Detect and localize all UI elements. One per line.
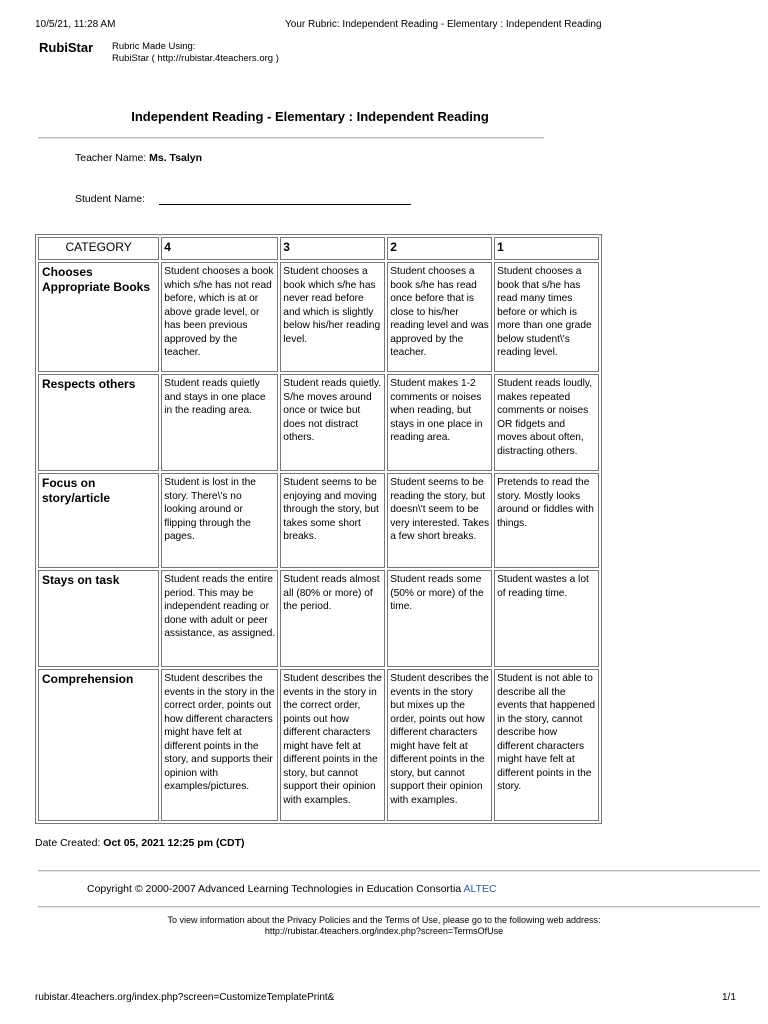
table-row [38,374,599,471]
table-row [38,262,599,372]
table-cell: Student chooses a book s/he has read once before that is close to his/her reading level and was approved by the teacher. [387,262,492,372]
row-category: Chooses Appropriate Books [38,262,159,372]
divider [38,906,760,908]
privacy-notice [0,915,768,937]
table-row [38,669,599,821]
teacher-label: Teacher Name: [75,152,147,164]
rubric-title: Independent Reading - Elementary : Independent Reading [131,109,489,124]
divider [38,870,760,872]
table-cell: Student chooses a book which s/he has not read before, which is at or above grade level, or has been previous approved by the teacher. [161,262,278,372]
made-using-line1: Rubric Made Using: [112,41,196,52]
header-level-4: 4 [161,237,278,260]
print-page-title: Your Rubric: Independent Reading - Elementary : Independent Reading [285,19,602,30]
table-cell: Student reads almost all (80% or more) of the period. [280,570,385,667]
row-category: Focus on story/article [38,473,159,568]
altec-link[interactable]: ALTEC [463,883,497,895]
row-category: Stays on task [38,570,159,667]
student-name-field [75,193,411,205]
made-using-line2: RubiStar ( http://rubistar.4teachers.org ) [112,53,279,64]
rubric-table [35,234,602,824]
table-row [38,473,599,568]
privacy-url[interactable]: http://rubistar.4teachers.org/index.php?screen=TermsOfUse [264,926,504,936]
print-page-number: 1/1 [722,992,736,1003]
table-cell: Student reads loudly, makes repeated comments or noises OR fidgets and moves about often, distracting others. [494,374,599,471]
table-cell: Student describes the events in the story in the correct order, points out how different characters might have felt at different points in the story, and supports their opinion with examples/pictures. [161,669,278,821]
header-category: CATEGORY [38,237,159,260]
header-level-2: 2 [387,237,492,260]
row-category: Comprehension [38,669,159,821]
copyright-text: Copyright © 2000-2007 Advanced Learning Technologies in Education Consortia [87,883,462,895]
table-cell: Student reads the entire period. This may be independent reading or done with adult or peer assistance, as assigned. [161,570,278,667]
student-name-blank [159,193,411,205]
student-label: Student Name: [75,193,146,205]
copyright-notice [87,883,497,895]
header-row [38,237,599,260]
table-cell: Student seems to be reading the story, but doesn\'t seem to be very interested. Takes a few short breaks. [387,473,492,568]
table-cell: Student seems to be enjoying and moving through the story, but takes some short breaks. [280,473,385,568]
table-cell: Student is not able to describe all the events that happened in the story, cannot describe how different characters might have felt at different points in the story. [494,669,599,821]
date-created-label: Date Created: [35,837,101,849]
table-cell: Student wastes a lot of reading time. [494,570,599,667]
date-created [35,837,245,849]
header-level-1: 1 [494,237,599,260]
rubistar-logo: RubiStar [39,40,94,55]
made-using-note [112,41,279,65]
print-datetime: 10/5/21, 11:28 AM [35,19,116,30]
table-cell: Student chooses a book which s/he has never read before and which is slightly below his/her reading level. [280,262,385,372]
table-cell: Student reads quietly. S/he moves around once or twice but does not distract others. [280,374,385,471]
table-cell: Student describes the events in the story in the correct order, points out how different characters might have felt at different points in the story, but cannot support their opinion with examples. [280,669,385,821]
table-cell: Pretends to read the story. Mostly looks around or fiddles with things. [494,473,599,568]
table-cell: Student makes 1-2 comments or noises when reading, but stays in one place in reading area. [387,374,492,471]
privacy-line1: To view information about the Privacy Policies and the Terms of Use, please go to the following web address: [167,915,601,925]
teacher-name-field [75,152,202,164]
print-footer-url: rubistar.4teachers.org/index.php?screen=CustomizeTemplatePrint& [35,992,335,1003]
row-category: Respects others [38,374,159,471]
table-cell: Student reads quietly and stays in one place in the reading area. [161,374,278,471]
date-created-value: Oct 05, 2021 12:25 pm (CDT) [103,837,245,849]
header-level-3: 3 [280,237,385,260]
table-cell: Student reads some (50% or more) of the time. [387,570,492,667]
divider [38,137,544,139]
table-cell: Student is lost in the story. There\'s no looking around or flipping through the pages. [161,473,278,568]
table-cell: Student describes the events in the story but mixes up the order, points out how different characters might have felt at different points in the story, but cannot support their opinion with examples. [387,669,492,821]
teacher-value: Ms. Tsalyn [149,152,203,164]
table-cell: Student chooses a book that s/he has read many times before or which is more than one grade below student\'s reading level. [494,262,599,372]
table-row [38,570,599,667]
